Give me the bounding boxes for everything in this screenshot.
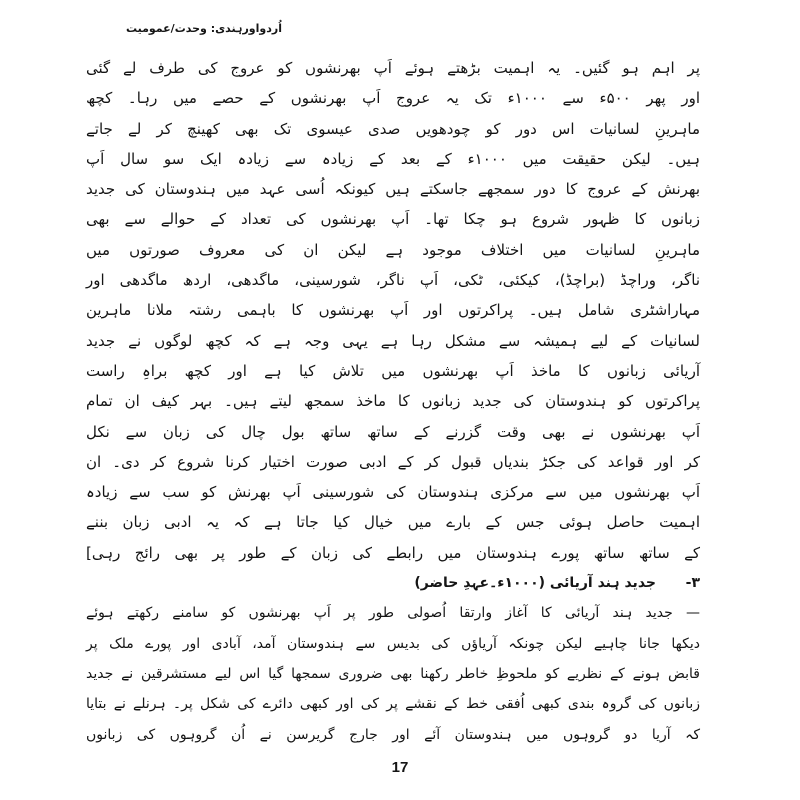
paragraph-line: ناگر، وراچڈ (براچڈ)، کیکئی، ٹکی، اَپ ناگر، شورسینی، ماگدھی، اردھ ماگدھی اور <box>86 271 700 290</box>
paragraph-line: اَپ بھرنشوں میں سے مرکزی ہندوستان کی شورسینی اَپ بھرنش کو سب سے زیادہ <box>86 483 700 502</box>
paragraph-line: کہ آریا دو گروہوں میں ہندوستان آئے اور جارج گریرسن نے اُن گروہوں کی زبانوں <box>86 726 700 743</box>
paragraph-line: قابض ہونے کے نظریے کو ملحوظِ خاطر رکھنا بھی ضروری سمجھا گیا اس لیے مستشرقین نے جدید <box>86 665 700 682</box>
paragraph-line: کر اور قواعد کی جکڑ بندیاں قبول کر کے ادبی صورت اختیار کرنا شروع کر دی۔ ان <box>86 452 700 471</box>
body-paragraph <box>86 53 700 568</box>
paragraph-line: ہیں۔ لیکن حقیقت میں ۱۰۰۰ء کے بعد کے زیادہ سے زیادہ ایک سو سال اَپ <box>86 149 701 168</box>
section-number: ۳- <box>685 575 700 592</box>
paragraph-line: ماہرینِ لسانیات میں اختلاف موجود ہے لیکن ان کی معروف صورتوں میں <box>86 240 700 259</box>
paragraph-line: مہاراشٹری شامل ہیں۔ پراکرتوں اور اَپ بھرنشوں کا باہمی رشتہ ملانا ماہرین <box>86 301 700 320</box>
paragraph-line: لسانیات کے لیے ہمیشہ سے مشکل رہا ہے یہی وجہ ہے کہ کچھ لوگوں نے جدید <box>86 331 700 350</box>
paragraph-line: زبانوں کی گروہ بندی کبھی اُفقی خط کے نقشے پر کی اور کبھی دائرے کی شکل پر۔ ہرنلے نے بتایا <box>86 696 700 713</box>
paragraph-line: ماہرینِ لسانیات اس دور کو چودھویں صدی عیسوی تک بھی کھینچ کر لے جاتے <box>86 119 700 138</box>
paragraph-line: اہمیت حاصل ہوئی جس کے بارے میں خیال کیا جاتا ہے کہ یہ ادبی زبان بننے <box>86 513 700 532</box>
section-title: جدید ہند آریائی (۱۰۰۰ء۔عہدِ حاضر) <box>414 575 656 592</box>
paragraph-line: اور پھر ۵۰۰ء سے ۱۰۰۰ء تک یہ عروج اَپ بھرنشوں کے حصے میں رہا۔ کچھ <box>86 89 701 108</box>
body-paragraph <box>86 598 700 749</box>
paragraph-line: پر اہم ہو گئیں۔ یہ اہمیت بڑھتے ہوئے اَپ بھرنشوں کو عروج کی طرف لے گئی <box>86 59 700 77</box>
paragraph-line: کے ساتھ ساتھ پورے ہندوستان میں رابطے کی زبان کے طور پر بھی رائج رہی] <box>86 543 700 562</box>
running-header: اُردواورہندی: وحدت/عمومیت <box>125 22 282 35</box>
page-number: 17 <box>391 759 409 776</box>
paragraph-line: اَپ بھرنشوں نے بھی وقت گزرنے کے ساتھ ساتھ بول چال کی زبان سے نکل <box>86 422 700 441</box>
paragraph-line: پراکرتوں کو ہندوستان کی جدید زبانوں کا ماخذ سمجھ لیتے ہیں۔ بہر کیف ان تمام <box>86 392 700 411</box>
paragraph-line: آریائی زبانوں کا ماخذ اَپ بھرنشوں میں تلاش کیا ہے اور کچھ براہِ راست <box>86 361 700 380</box>
paragraph-line: دیکھا جانا چاہیے لیکن چونکہ آریاؤں کی بدیس سے ہندوستان آمد، آبادی اور پورے ملک پر <box>86 635 700 652</box>
paragraph-line: بھرنش کے عروج کا دور سمجھے جاسکتے ہیں کیونکہ اُسی عہد میں ہندوستان کی جدید <box>86 180 700 199</box>
paragraph-line: — جدید ہند آریائی کا آغاز وارتقا اُصولی طور پر اَپ بھرنشوں کو سامنے رکھتے ہوئے <box>86 605 700 622</box>
text-block <box>86 53 700 750</box>
paragraph-line: زبانوں کا ظہور شروع ہو چکا تھا۔ اَپ بھرنشوں کی تعداد کے حوالے سے بھی <box>86 210 700 229</box>
section-heading <box>86 568 700 598</box>
